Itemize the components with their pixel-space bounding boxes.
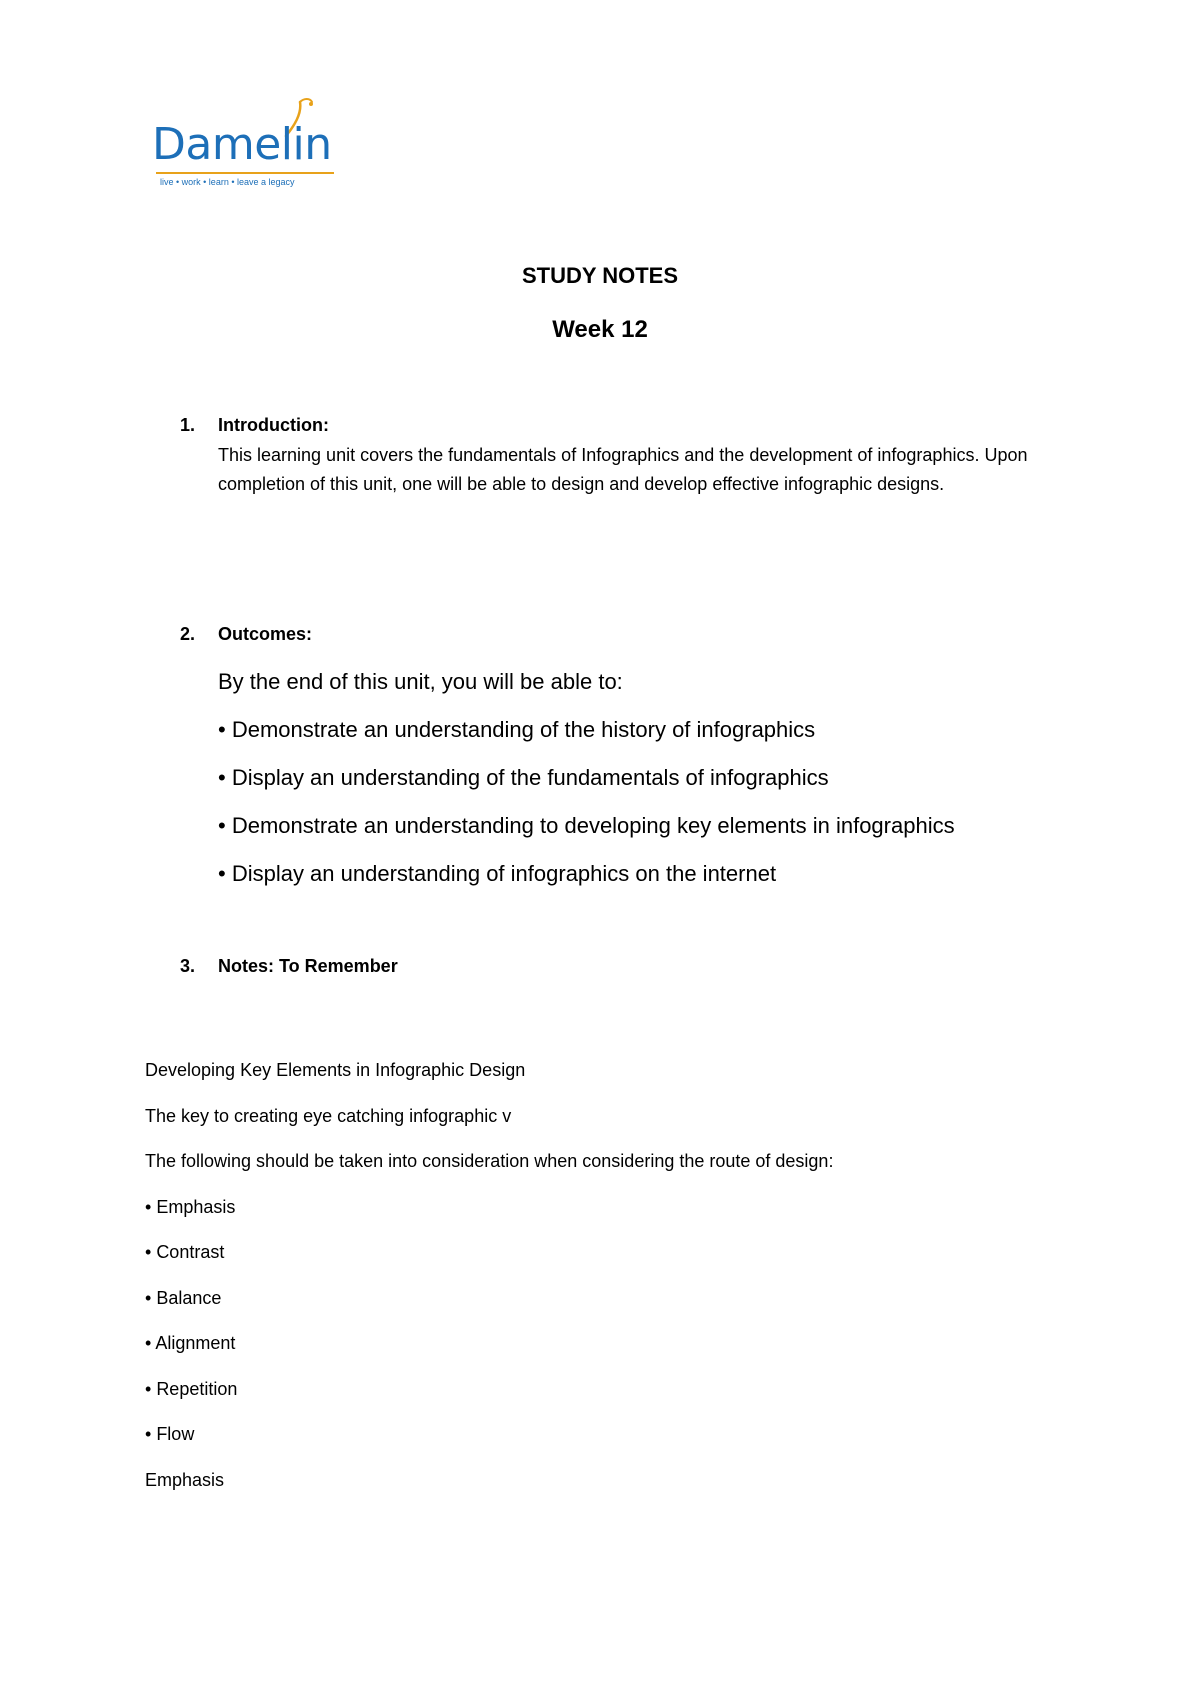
document-title: STUDY NOTES [521, 263, 679, 288]
section-number: 2. [180, 624, 196, 644]
list-item: • Emphasis [145, 1195, 1105, 1241]
list-item: • Balance [145, 1286, 1105, 1332]
list-item: • Demonstrate an understanding to developing key elements in infographics [218, 813, 955, 838]
list-item: • Display an understanding of infographics on the internet [218, 861, 777, 886]
logo-underline [156, 172, 334, 174]
list-item: • Contrast [145, 1240, 1105, 1286]
section-number: 1. [180, 415, 196, 435]
section-heading: Outcomes: [218, 624, 313, 644]
document-week: Week 12 [552, 316, 648, 343]
notes-heading: Developing Key Elements in Infographic Design [145, 1060, 526, 1080]
damelin-logo [152, 94, 352, 190]
section-heading: Notes: To Remember [218, 956, 398, 976]
section-body: This learning unit covers the fundamentals of Infographics and the development of infographics. Upon completion of this unit, one will be able to design and develop effective infographic designs. [218, 445, 1028, 494]
notes-line: The following should be taken into consideration when considering the route of design: [145, 1151, 834, 1171]
section-number: 3. [180, 956, 196, 976]
logo-tagline: live • work • learn • leave a legacy [160, 177, 295, 187]
notes-line: The key to creating eye catching infographic v [145, 1105, 512, 1126]
notes-body [145, 1058, 1105, 1513]
list-item: • Display an understanding of the fundamentals of infographics [218, 765, 829, 790]
list-item: • Alignment [145, 1331, 1105, 1377]
logo-wordmark: Damelin [152, 119, 332, 170]
list-item: • Flow [145, 1422, 1105, 1468]
list-item: • Repetition [145, 1377, 1105, 1423]
notes-footer: Emphasis [145, 1469, 225, 1490]
outcomes-list [218, 716, 955, 908]
outcomes-lead: By the end of this unit, you will be able to: [218, 669, 623, 694]
section-heading: Introduction: [218, 415, 329, 435]
list-item: • Demonstrate an understanding of the history of infographics [218, 717, 816, 742]
